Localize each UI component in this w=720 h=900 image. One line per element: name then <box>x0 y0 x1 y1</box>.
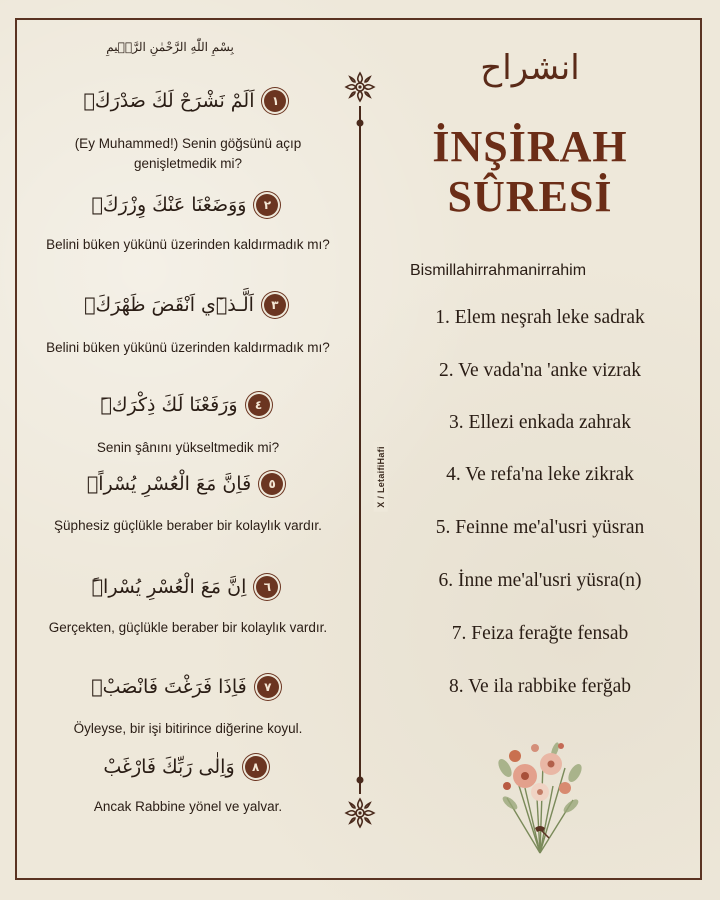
verse-number-badge: ٢ <box>256 194 278 216</box>
verse-arabic-text: وَوَضَعْنَا عَنْكَ وِزْرَكَۙ <box>91 194 247 216</box>
verse-number-badge: ٧ <box>257 676 279 698</box>
verse-arabic-text: وَاِلٰى رَبِّكَ فَارْغَبْ <box>103 756 235 778</box>
title-arabic: انشراح <box>480 48 580 88</box>
verse-arabic-3 <box>70 288 300 322</box>
reading-line-6: 6. İnne me'al'usri yüsra(n) <box>438 570 642 591</box>
ornament-bottom-icon <box>343 796 377 830</box>
reading-line-4: 4. Ve refa'na leke zikrak <box>446 464 634 485</box>
bismillah-transliteration: Bismillahirrahmanirrahim <box>410 262 587 279</box>
verse-meaning-6: Gerçekten, güçlükle beraber bir kolaylık vardır. <box>48 620 328 635</box>
verse-arabic-2 <box>70 188 300 222</box>
verse-number-badge: ٦ <box>256 576 278 598</box>
verse-arabic-8 <box>70 750 300 784</box>
reading-line-3: 3. Ellezi enkada zahrak <box>449 412 631 433</box>
reading-line-8: 8. Ve ila rabbike ferğab <box>448 676 632 697</box>
verse-number-badge: ٥ <box>261 473 283 495</box>
verse-number-badge: ١ <box>264 90 286 112</box>
verse-arabic-1 <box>70 84 300 118</box>
bismillah-arabic: بِسْمِ اللّٰهِ الرَّحْمٰنِ الرَّح۪يمِ <box>106 40 234 54</box>
divider-line <box>359 106 361 794</box>
verse-arabic-text: اَلَّـذ۪ٓي اَنْقَضَ ظَهْرَكَۙ <box>84 294 254 316</box>
ornament-top-icon <box>343 70 377 104</box>
verse-number-badge: ٤ <box>248 394 270 416</box>
verse-meaning-4: Senin şânını yükseltmedik mi? <box>96 440 280 455</box>
verse-arabic-text: فَاِذَا فَرَغْتَ فَانْصَبْۙ <box>91 676 247 698</box>
author-handle: X / LetaifiHafi <box>374 442 388 512</box>
verse-number-badge: ٣ <box>264 294 286 316</box>
page-title <box>410 122 650 222</box>
verse-arabic-6 <box>70 570 300 604</box>
verse-meaning-7: Öyleyse, bir işi bitirince diğerine koyul. <box>73 721 303 736</box>
reading-line-5: 5. Feinne me'al'usri yüsran <box>435 517 645 538</box>
verse-meaning-5: Şüphesiz güçlükle beraber bir kolaylık vardır. <box>54 518 322 533</box>
title-line-1: İNŞİRAH <box>432 122 628 171</box>
verse-arabic-5 <box>70 467 300 501</box>
verse-arabic-text: فَاِنَّ مَعَ الْعُسْرِ يُسْراًۙ <box>86 473 252 495</box>
verse-arabic-text: اِنَّ مَعَ الْعُسْرِ يُسْراًۜ <box>91 576 247 598</box>
divider-dot-icon <box>356 776 364 784</box>
verse-arabic-4 <box>70 388 300 422</box>
verse-meaning-1: (Ey Muhammed!) Senin göğsünü açıp genişletmedik mi? <box>74 136 302 171</box>
reading-line-2: 2. Ve vada'na 'anke vizrak <box>438 360 642 381</box>
verse-arabic-text: اَلَمْ نَشْرَحْ لَكَ صَدْرَكَۙ <box>83 90 255 112</box>
verse-meaning-2: Belini büken yükünü üzerinden kaldırmadık mı? <box>46 237 330 252</box>
verse-meaning-3: Belini büken yükünü üzerinden kaldırmadık mı? <box>46 340 330 355</box>
title-line-2: SÛRESİ <box>447 172 613 221</box>
divider-dot-icon <box>356 119 364 127</box>
verse-number-badge: ٨ <box>245 756 267 778</box>
reading-line-1: 1. Elem neşrah leke sadrak <box>435 307 645 328</box>
verse-arabic-7 <box>70 670 300 704</box>
verse-meaning-8: Ancak Rabbine yönel ve yalvar. <box>93 799 283 814</box>
reading-line-7: 7. Feiza ferağte fensab <box>451 623 629 644</box>
center-divider <box>358 70 362 830</box>
flower-bouquet-icon <box>485 728 595 858</box>
verse-arabic-text: وَرَفَعْنَا لَكَ ذِكْرَكَۜ <box>100 394 238 416</box>
